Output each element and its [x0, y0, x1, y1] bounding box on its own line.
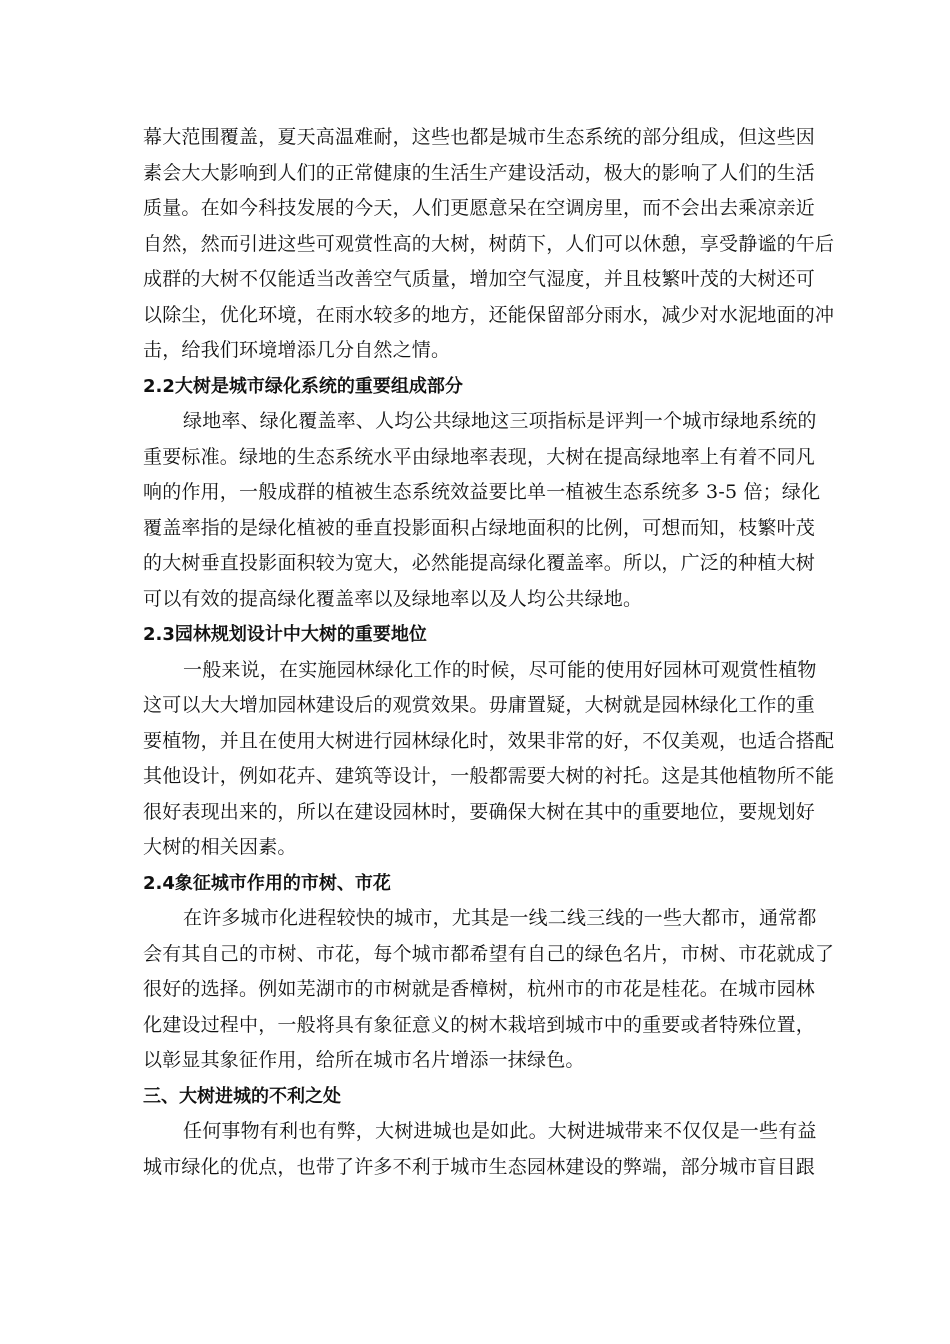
paragraph-line: 要植物，并且在使用大树进行园林绿化时，效果非常的好，不仅美观，也适合搭配 — [143, 729, 835, 752]
paragraph-line: 城市绿化的优点，也带了许多不利于城市生态园林建设的弊端，部分城市盲目跟 — [143, 1155, 816, 1178]
paragraph-line: 质量。在如今科技发展的今天，人们更愿意呆在空调房里，而不会出去乘凉亲近 — [143, 197, 816, 219]
paragraph-line: 重要标准。绿地的生态系统水平由绿地率表现，大树在提高绿地率上有着不同凡 — [143, 445, 816, 468]
paragraph-line: 的大树垂直投影面积较为宽大，必然能提高绿化覆盖率。所以，广泛的种植大树 — [143, 552, 816, 574]
paragraph-line: 自然，然而引进这些可观赏性高的大树，树荫下，人们可以休憩，享受静谧的午后 — [143, 232, 835, 255]
paragraph-line: 幕大范围覆盖，夏天高温难耐，这些也都是城市生态系统的部分组成，但这些因 — [143, 126, 816, 148]
paragraph-line: 覆盖率指的是绿化植被的垂直投影面积占绿地面积的比例，可想而知，枝繁叶茂 — [143, 516, 816, 539]
paragraph-line: 素会大大影响到人们的正常健康的生活生产建设活动，极大的影响了人们的生活 — [143, 161, 816, 184]
paragraph-line: 成群的大树不仅能适当改善空气质量，增加空气湿度，并且枝繁叶茂的大树还可 — [143, 268, 816, 290]
paragraph-line: 任何事物有利也有弊，大树进城也是如此。大树进城带来不仅仅是一些有益 — [183, 1120, 817, 1142]
paragraph-line: 以彰显其象征作用，给所在城市名片增添一抹绿色。 — [143, 1049, 585, 1071]
document-body — [143, 120, 835, 1185]
paragraph-line: 这可以大大增加园林建设后的观赏效果。毋庸置疑，大树就是园林绿化工作的重 — [143, 694, 816, 716]
section-heading-2-2: 2.2大树是城市绿化系统的重要组成部分 — [143, 375, 463, 397]
paragraph-line: 绿地率、绿化覆盖率、人均公共绿地这三项指标是评判一个城市绿地系统的 — [183, 410, 817, 432]
paragraph-line: 化建设过程中，一般将具有象征意义的树木栽培到城市中的重要或者特殊位置， — [143, 1013, 816, 1036]
section-heading-2-3: 2.3园林规划设计中大树的重要地位 — [143, 624, 427, 645]
paragraph-line: 响的作用，一般成群的植被生态系统效益要比单一植被生态系统多 3-5 倍；绿化 — [143, 481, 821, 503]
section-heading-2-4: 2.4象征城市作用的市树、市花 — [143, 872, 391, 894]
section-heading-3: 三、大树进城的不利之处 — [143, 1085, 341, 1107]
paragraph-line: 其他设计，例如花卉、建筑等设计，一般都需要大树的衬托。这是其他植物所不能 — [143, 765, 835, 787]
paragraph-line: 在许多城市化进程较快的城市，尤其是一线二线三线的一些大都市，通常都 — [183, 907, 817, 929]
paragraph-line: 很好的选择。例如芜湖市的市树就是香樟树，杭州市的市花是桂花。在城市园林 — [143, 978, 816, 1000]
paragraph-line: 击，给我们环境增添几分自然之情。 — [143, 339, 451, 361]
paragraph-line: 会有其自己的市树、市花，每个城市都希望有自己的绿色名片，市树、市花就成了 — [143, 942, 835, 965]
paragraph-line: 一般来说，在实施园林绿化工作的时候，尽可能的使用好园林可观赏性植物 — [183, 658, 817, 681]
paragraph-line: 以除尘，优化环境，在雨水较多的地方，还能保留部分雨水，减少对水泥地面的冲 — [143, 303, 835, 326]
paragraph-line: 可以有效的提高绿化覆盖率以及绿地率以及人均公共绿地。 — [143, 587, 643, 610]
paragraph-line: 大树的相关因素。 — [143, 836, 297, 858]
paragraph-line: 很好表现出来的，所以在建设园林时，要确保大树在其中的重要地位，要规划好 — [143, 800, 816, 823]
